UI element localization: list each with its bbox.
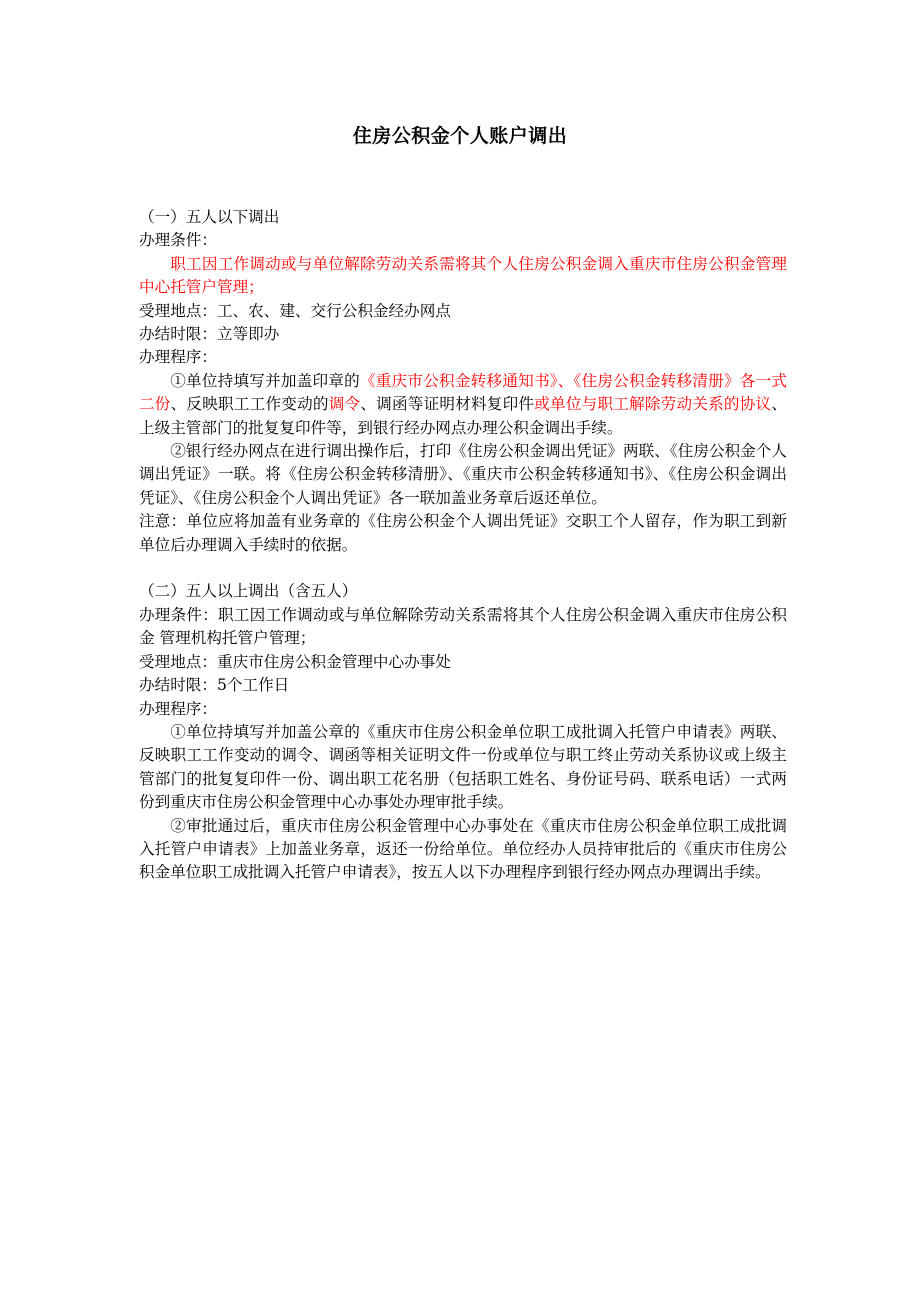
section-heading: （一）五人以下调出 bbox=[139, 208, 280, 226]
step-text: ①单位持填写并加盖印章的 bbox=[170, 371, 360, 390]
condition-label: 办理条件： bbox=[139, 231, 217, 250]
procedure-label: 办理程序： bbox=[139, 699, 217, 718]
document-body bbox=[139, 206, 787, 885]
step-text: 、上级主管部门的批复复印件等，到银行经办网点办理公积金调出手续。 bbox=[139, 395, 787, 437]
procedure-step-2: ②审批通过后，重庆市住房公积金管理中心办事处在《重庆市住房公积金单位职工成批调入托管户申请表》上加盖业务章，返还一份给单位。单位经办人员持审批后的《重庆市住房公积金单位职工成批调入托管户申请表》，按五人以下办理程序到银行经办网点办理调出手续。 bbox=[139, 816, 787, 882]
processing-time: 办结时限：立等即办 bbox=[139, 325, 280, 344]
procedure-step-2: ②银行经办网点在进行调出操作后，打印《住房公积金调出凭证》两联、《住房公积金个人调出凭证》一联。将《住房公积金转移清册》、《重庆市公积金转移通知书》、《住房公积金调出凭证》、《住房公积金个人调出凭证》各一联加盖业务章后返还单位。 bbox=[139, 442, 787, 507]
section-heading: （二）五人以上调出（含五人） bbox=[139, 582, 358, 601]
processing-time: 办结时限：5个工作日 bbox=[139, 676, 290, 695]
procedure-step-1 bbox=[139, 370, 787, 440]
section-spacer bbox=[139, 557, 787, 580]
document-title: 住房公积金个人账户调出 bbox=[352, 125, 568, 147]
note-text: 注意：单位应将加盖有业务章的《住房公积金个人调出凭证》交职工个人留存，作为职工到新单位后办理调入手续时的依据。 bbox=[139, 512, 787, 554]
section-five-or-more bbox=[139, 580, 787, 884]
step-highlight: 《重庆市公积金转移通知书》、《住房公积金转移清册》各一式二份 bbox=[139, 371, 787, 414]
step-highlight: 调令 bbox=[328, 395, 361, 414]
procedure-label: 办理程序： bbox=[139, 348, 217, 367]
step-highlight: 或单位与职工解除劳动关系的协议 bbox=[534, 395, 772, 414]
acceptance-place: 受理地点：重庆市住房公积金管理中心办事处 bbox=[139, 652, 451, 671]
condition-text: 办理条件：职工因工作调动或与单位解除劳动关系需将其个人住房公积金调入重庆市住房公积金 管理机构托管户管理； bbox=[139, 605, 787, 648]
acceptance-place: 受理地点：工、农、建、交行公积金经办网点 bbox=[139, 301, 451, 320]
step-text: 、调函等证明材料复印件 bbox=[360, 395, 535, 414]
section-under-five bbox=[139, 206, 787, 557]
procedure-step-1: ①单位持填写并加盖公章的《重庆市住房公积金单位职工成批调入托管户申请表》两联、反映职工工作变动的调令、调函等相关证明文件一份或单位与职工终止劳动关系协议或上级主管部门的批复复印件一份、调出职工花名册（包括职工姓名、身份证号码、联系电话）一式两份到重庆市住房公积金管理中心办事处办理审批手续。 bbox=[139, 722, 787, 812]
step-text: 、反映职工工作变动的 bbox=[170, 395, 329, 414]
condition-text: 职工因工作调动或与单位解除劳动关系需将其个人住房公积金调入重庆市住房公积金管理中心托管户管理； bbox=[139, 254, 787, 297]
